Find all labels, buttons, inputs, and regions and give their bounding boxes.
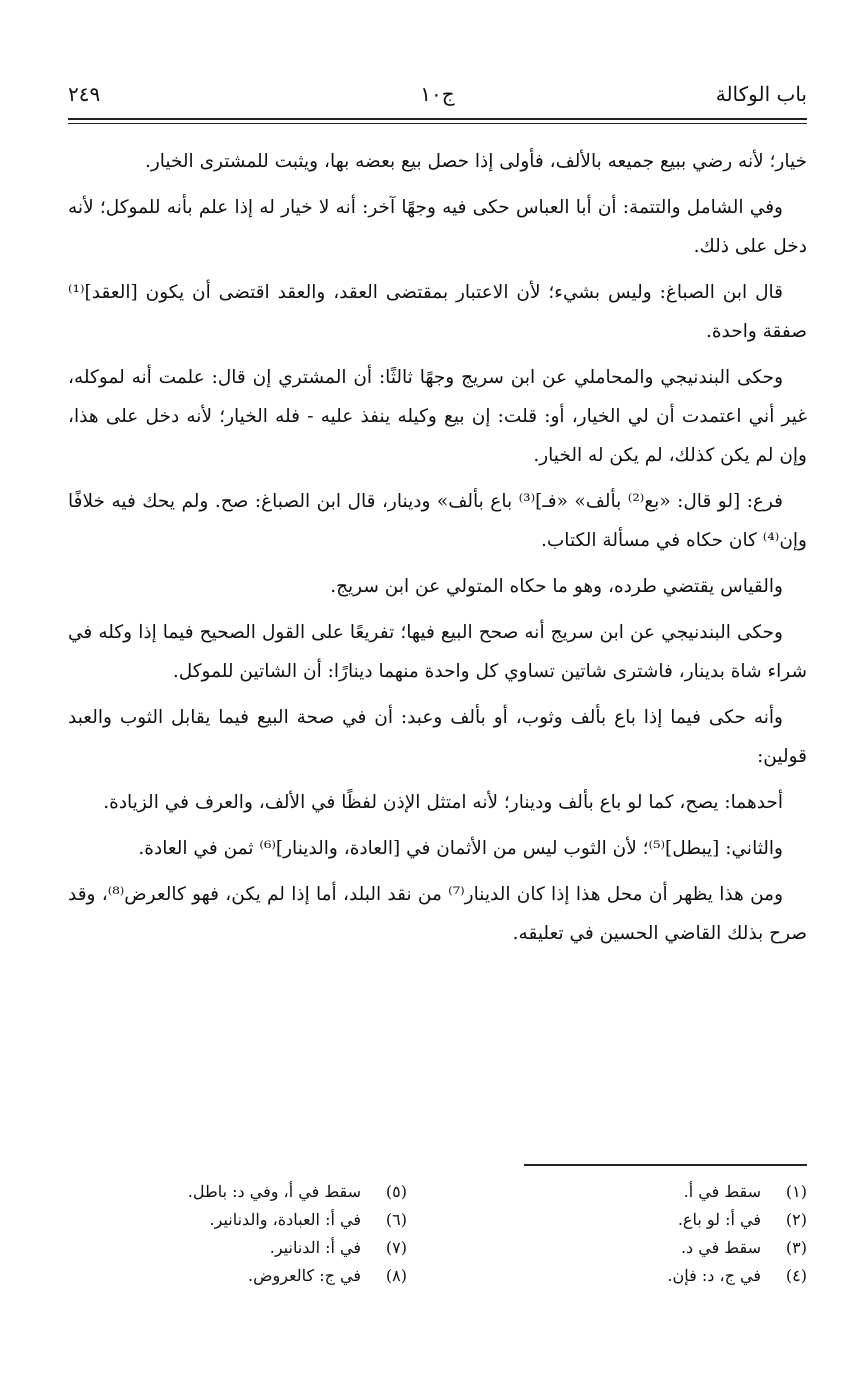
footnote-column-left xyxy=(107,1178,407,1290)
footnote-column-right xyxy=(507,1178,807,1290)
footnote-number: (٧) xyxy=(385,1238,407,1257)
paragraph: خيار؛ لأنه رضي ببيع جميعه بالألف، فأولى إذا حصل بيع بعضه بها، ويثبت للمشترى الخيار. xyxy=(144,151,807,172)
paragraph: قال ابن الصباغ: وليس بشيء؛ لأن الاعتبار بمقتضى العقد، والعقد اقتضى أن يكون [العقد]⁽¹⁾ صفقة واحدة. xyxy=(68,282,807,342)
footnote xyxy=(107,1234,407,1262)
paragraph: وحكى البندنيجي والمحاملي عن ابن سريج وجهًا ثالثًا: أن المشتري إن قال: علمت أنه لموكله، غير أني اعتمدت أن لي الخيار، أو: قلت: إن بيع وكيله ينفذ عليه - فله الخيار؛ لأنه دخل على هذا، وإن لم يكن كذلك، لم يكن له الخيار. xyxy=(68,367,807,466)
paragraph: والثاني: [يبطل]⁽⁵⁾؛ لأن الثوب ليس من الأثمان في [العادة، والدينار]⁽⁶⁾ ثمن في العادة. xyxy=(138,838,783,859)
paragraph: فرع: [لو قال: «بع⁽²⁾ بألف» «فـ]⁽³⁾ باع بألف» ودينار، قال ابن الصباغ: صح. ولم يحك فيه خلافًا وإن⁽⁴⁾ كان حكاه في مسألة الكتاب. xyxy=(68,491,807,551)
header-rule-thin xyxy=(68,123,807,124)
footnote-number: (٥) xyxy=(385,1182,407,1201)
footnote-text: في ج: كالعروض. xyxy=(248,1266,361,1285)
footnote xyxy=(507,1178,807,1206)
footnote-separator xyxy=(524,1164,807,1166)
paragraph: وأنه حكى فيما إذا باع بألف وثوب، أو بألف وعبد: أن في صحة البيع فيما يقابل الثوب والعبد قولين: xyxy=(68,707,807,767)
footnote-text: في أ: لو باع. xyxy=(677,1210,761,1229)
footnote-number: (٨) xyxy=(385,1266,407,1285)
footnote xyxy=(507,1234,807,1262)
main-text xyxy=(68,142,807,960)
footnote-number: (١) xyxy=(785,1182,807,1201)
footnote-text: في أ: الدنانير. xyxy=(269,1238,361,1257)
volume-label: ج١٠ xyxy=(420,82,455,106)
footnote-text: سقط في أ، وفي د: باطل. xyxy=(187,1182,361,1201)
paragraph: والقياس يقتضي طرده، وهو ما حكاه المتولي عن ابن سريج. xyxy=(330,576,783,597)
chapter-title: باب الوكالة xyxy=(715,82,807,106)
paragraph: ومن هذا يظهر أن محل هذا إذا كان الدينار⁽⁷⁾ من نقد البلد، أما إذا لم يكن، فهو كالعرض⁽⁸⁾، وقد صرح بذلك القاضي الحسين في تعليقه. xyxy=(68,884,807,944)
footnote-text: سقط في أ. xyxy=(683,1182,761,1201)
footnote-text: في ج، د: فإن. xyxy=(667,1266,761,1285)
footnote-number: (٦) xyxy=(385,1210,407,1229)
header-rule-thick xyxy=(68,118,807,120)
footnote xyxy=(107,1206,407,1234)
footnote-number: (٣) xyxy=(785,1238,807,1257)
footnote-number: (٢) xyxy=(785,1210,807,1229)
footnote-text: في أ: العبادة، والدنانير. xyxy=(209,1210,361,1229)
page-number: ٢٤٩ xyxy=(68,82,101,106)
paragraph: وفي الشامل والتتمة: أن أبا العباس حكى فيه وجهًا آخر: أنه لا خيار له إذا علم بأنه للموكل؛ لأنه دخل على ذلك. xyxy=(68,197,807,257)
footnote xyxy=(507,1206,807,1234)
paragraph: أحدهما: يصح، كما لو باع بألف ودينار؛ لأنه امتثل الإذن لفظًا في الألف، والعرف في الزيادة. xyxy=(103,792,783,813)
footnote-number: (٤) xyxy=(785,1266,807,1285)
footnote xyxy=(507,1262,807,1290)
footnote-text: سقط في د. xyxy=(680,1238,761,1257)
footnote xyxy=(107,1178,407,1206)
footnote xyxy=(107,1262,407,1290)
running-header xyxy=(68,82,807,118)
paragraph: وحكى البندنيجي عن ابن سريج أنه صحح البيع فيها؛ تفريعًا على القول الصحيح فيما إذا وكله في شراء شاة بدينار، فاشترى شاتين تساوي كل واحدة منهما دينارًا: أن الشاتين للموكل. xyxy=(68,622,807,682)
